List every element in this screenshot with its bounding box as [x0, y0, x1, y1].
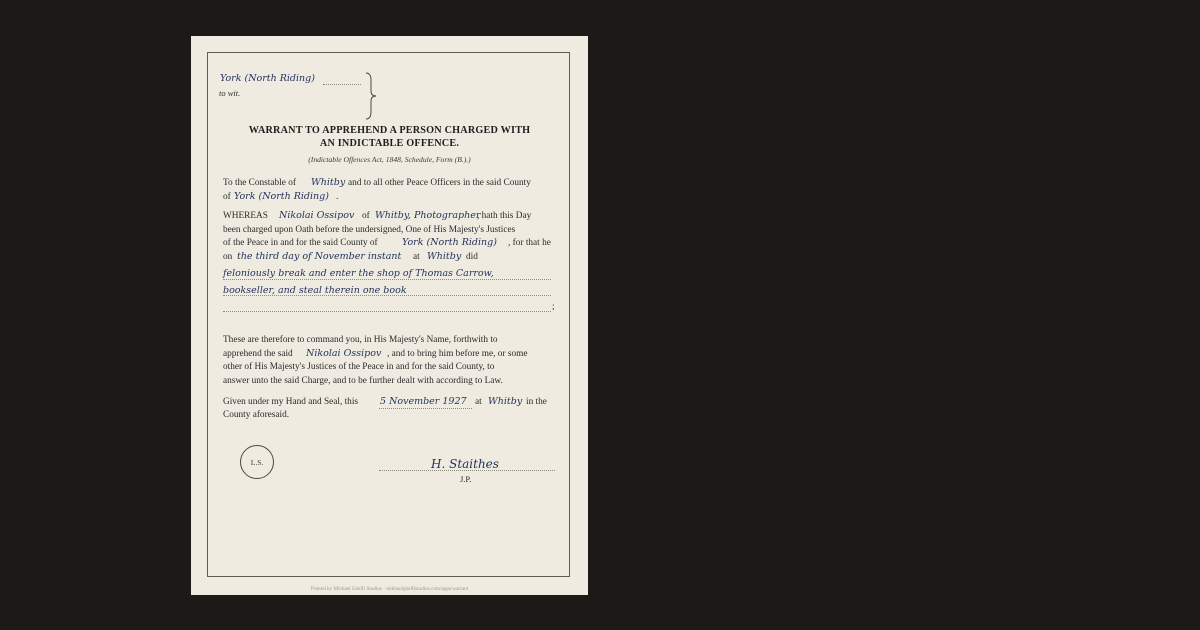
given-date: 5 November 1927: [380, 396, 467, 407]
given-pre: Given under my Hand and Seal, this: [223, 397, 359, 407]
signature: H. Staithes: [431, 457, 499, 471]
offence-description-line2: bookseller, and steal therein one book: [223, 285, 407, 296]
seal-text: L.S.: [250, 457, 264, 467]
given-post: in the: [526, 397, 547, 407]
given-date-dotted-line: [379, 408, 472, 409]
charge-line3-post: , for that he: [508, 238, 551, 248]
accused-name: Nikolai Ossipov: [279, 210, 355, 221]
charge-county: York (North Riding): [402, 237, 497, 248]
address-town: Whitby: [311, 177, 346, 188]
command-line4: answer unto the said Charge, and to be further dealt with according to Law.: [223, 376, 503, 386]
offence-description-line1: feloniously break and enter the shop of Thomas Carrow,: [223, 268, 494, 279]
printer-credit: Printed by Michael Ghelfi Studios · mikhaelghelfistudios.com/apps/warrant: [310, 586, 469, 592]
charge-did: did: [466, 252, 478, 262]
address-and-others: and to all other Peace Officers in the said County: [348, 178, 531, 188]
given-at: at: [475, 397, 482, 407]
signature-dotted-line: [379, 470, 555, 471]
offence-dotted-line-1: [223, 279, 551, 280]
command-accused: Nikolai Ossipov: [306, 348, 382, 359]
to-wit-label: to wit.: [219, 88, 241, 98]
warrant-title-line1: WARRANT TO APPREHEND A PERSON CHARGED WITH: [248, 125, 531, 136]
brace-icon: [364, 72, 378, 120]
jp-title: J.P.: [460, 474, 472, 484]
given-line2: County aforesaid.: [223, 410, 290, 420]
offence-dotted-line-2: [223, 295, 551, 296]
address-period: .: [336, 192, 339, 202]
given-place: Whitby: [488, 396, 523, 407]
command-line2-pre: apprehend the said: [223, 349, 293, 359]
venue-county: York (North Riding): [220, 73, 315, 84]
act-citation: (Indictable Offences Act, 1848, Schedule, Form (B.).): [308, 155, 471, 164]
whereas-label: WHEREAS: [223, 211, 268, 221]
seal-circle: [240, 445, 274, 479]
command-line3: other of His Majesty's Justices of the Peace in and for the said County, to: [223, 362, 495, 372]
warrant-document: [191, 36, 588, 595]
venue-dotted-line: [323, 84, 361, 85]
charge-line3-pre: of the Peace in and for the said County of: [223, 238, 378, 248]
warrant-title-line2: AN INDICTABLE OFFENCE.: [319, 138, 460, 149]
hath-this-day: , hath this Day: [477, 211, 532, 221]
address-county: York (North Riding): [234, 191, 329, 202]
offence-semicolon: ;: [552, 302, 555, 312]
charge-line2: been charged upon Oath before the undersigned, One of His Majesty's Justices: [223, 225, 516, 235]
command-line2-post: , and to bring him before me, or some: [387, 349, 528, 359]
command-line1: These are therefore to command you, in His Majesty's Name, forthwith to: [223, 335, 498, 345]
offence-place: Whitby: [427, 251, 462, 262]
offence-date: the third day of November instant: [237, 251, 402, 262]
accused-residence: Whitby, Photographer: [375, 210, 481, 221]
address-of: of: [223, 192, 231, 202]
charge-on: on: [223, 252, 233, 262]
address-to-constable: To the Constable of: [223, 178, 296, 188]
charge-of: of: [362, 211, 370, 221]
offence-dotted-line-3: [223, 311, 551, 312]
charge-at: at: [413, 252, 420, 262]
